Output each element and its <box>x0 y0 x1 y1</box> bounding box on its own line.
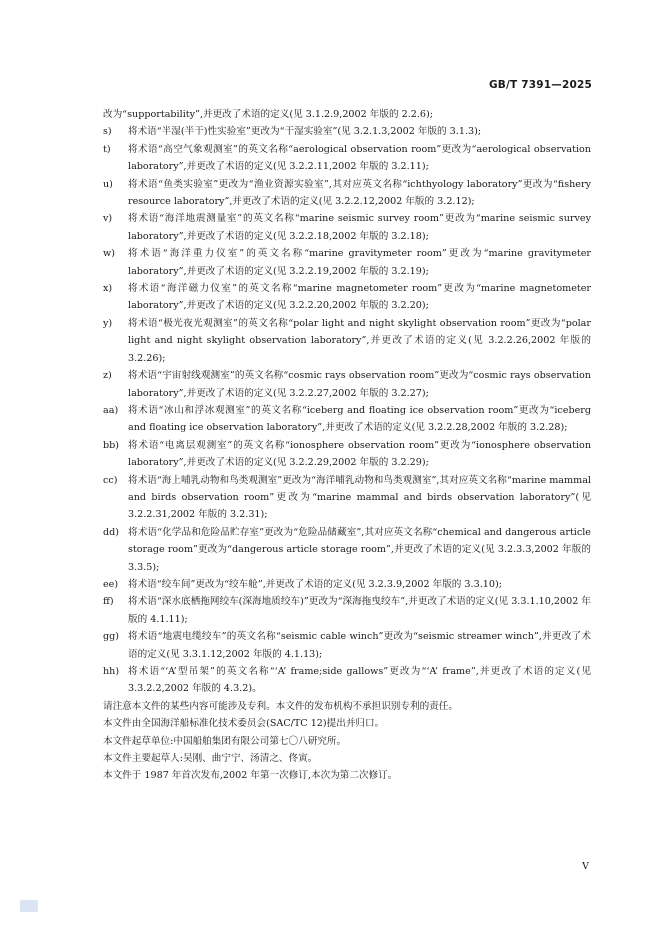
item-text: 将术语“化学品和危险品贮存室”更改为“危险品储藏室”,其对应英文名称“chemical and dangerous article storage room”更改为“dangerous article storage room”,并更改了术语的定义(见 3.2.3.3,2002 年版的 3.3.5); <box>128 526 591 573</box>
standard-code: GB/T 7391—2025 <box>488 79 592 91</box>
list-item <box>103 123 591 140</box>
list-item <box>103 628 591 663</box>
foreword-content <box>103 106 591 785</box>
list-item <box>103 437 591 472</box>
item-text: 将术语“海洋磁力仪室”的英文名称“marine magnetometer room”更改为“marine magnetometer laboratory”,并更改了术语的定义(见 3.2.2.20,2002 年版的 3.2.20); <box>128 283 591 312</box>
item-text: 将术语“鱼类实验室”更改为“渔业资源实验室”,其对应英文名称“ichthyology laboratory”更改为“fishery resource laboratory”,并更改了术语的定义(见 3.2.2.12,2002 年版的 3.2.12); <box>128 178 591 208</box>
item-text: 将术语“绞车间”更改为“绞车舱”,并更改了术语的定义(见 3.2.3.9,2002 年版的 3.3.10); <box>128 578 502 590</box>
list-item <box>103 210 591 245</box>
item-label: x) <box>103 283 113 295</box>
item-text: 将术语“宇宙射线观测室”的英文名称“cosmic rays observation room”更改为“cosmic rays observation laboratory”,并更改了术语的定义(见 3.2.2.27,2002 年版的 3.2.27); <box>128 370 591 399</box>
watermark-logo-icon <box>20 900 38 912</box>
item-label: ff) <box>103 596 114 608</box>
item-text: 将术语“深水底栖拖网绞车(深海地质绞车)”更改为“深海拖曳绞车”,并更改了术语的定义(见 3.3.1.10,2002 年版的 4.1.11); <box>128 596 591 625</box>
item-label: hh) <box>103 666 120 677</box>
item-label: aa) <box>103 404 119 416</box>
item-label: bb) <box>103 439 120 451</box>
list-item <box>103 176 591 211</box>
list-item <box>103 280 591 315</box>
list-item <box>103 524 591 576</box>
patent-notice: 请注意本文件的某些内容可能涉及专利。本文件的发布机构不承担识别专利的责任。 <box>103 700 458 712</box>
item-label: gg) <box>103 631 120 643</box>
item-label: y) <box>103 317 113 329</box>
item-text: 将术语“冰山和浮冰观测室”的英文名称“iceberg and floating ice observation room”更改为“iceberg and floating ice observation laboratory”,并更改了术语的定义(见 3.2.2.28,2002 年版的 3.2.28); <box>128 404 591 434</box>
item-label: u) <box>103 178 113 190</box>
item-label: dd) <box>103 526 120 538</box>
item-text: 将术语“‘A’型吊架”的英文名称“‘A’ frame;side gallows”更改为“‘A’ frame”,并更改了术语的定义(见 3.3.2.2,2002 年版的 4.3.2)。 <box>128 666 591 695</box>
page-number: V <box>582 861 589 872</box>
publication-history: 本文件于 1987 年首次发布,2002 年第一次修订,本次为第二次修订。 <box>103 770 398 782</box>
list-item <box>103 367 591 402</box>
item-label: z) <box>103 370 112 382</box>
item-label: v) <box>103 213 113 225</box>
list-item <box>103 402 591 437</box>
item-text: 将术语“海洋地震测量室”的英文名称“marine seismic survey room”更改为“marine seismic survey laboratory”,并更改了术语的定义(见 3.2.2.18,2002 年版的 3.2.18); <box>128 213 591 242</box>
item-label: t) <box>103 143 111 155</box>
item-text: 将术语“海洋重力仪室”的英文名称“marine gravitymeter room”更改为“marine gravitymeter laboratory”,并更改了术语的定义(见 3.2.2.19,2002 年版的 3.2.19); <box>128 248 591 277</box>
list-item <box>103 141 591 176</box>
list-item <box>103 245 591 280</box>
list-item <box>103 315 591 367</box>
item-text: 将术语“地震电缆绞车”的英文名称“seismic cable winch”更改为“seismic streamer winch”,并更改了术语的定义(见 3.3.1.12,2002 年版的 4.1.13); <box>128 631 591 660</box>
item-text: 将术语“电离层观测室”的英文名称“ionosphere observation room”更改为“ionosphere observation laboratory”,并更改了术语的定义(见 3.2.2.29,2002 年版的 3.2.29); <box>128 439 591 469</box>
item-label: w) <box>103 248 115 260</box>
item-label: s) <box>103 126 112 138</box>
item-label: cc) <box>103 474 118 486</box>
list-item <box>103 576 591 593</box>
item-text: 将术语“高空气象观测室”的英文名称“aerological observation room”更改为“aerological observation laboratory”,并更改了术语的定义(见 3.2.2.11,2002 年版的 3.2.11); <box>128 143 591 173</box>
list-item <box>103 663 591 698</box>
drafting-unit: 本文件起草单位:中国船舶集团有限公司第七〇八研究所。 <box>103 735 347 747</box>
list-item <box>103 593 591 628</box>
continuation-text: 改为“supportability”,并更改了术语的定义(见 3.1.2.9,2002 年版的 2.2.6); <box>103 109 434 120</box>
item-text: 将术语“极光夜光观测室”的英文名称“polar light and night skylight observation room”更改为“polar light and night skylight observation laboratory”,并更改了术语的定义(见 3.2.2.26,2002 年版的 3.2.26); <box>128 317 591 364</box>
item-text: 将术语“海上哺乳动物和鸟类观测室”更改为“海洋哺乳动物和鸟类观测室”,其对应英文名称“marine mammal and birds observation room”更改为“marine mammal and birds observation laboratory”(见 3.2.2.31,2002 年版的 3.2.31); <box>128 474 591 521</box>
list-item <box>103 472 591 524</box>
item-text: 将术语“半湿(半干)性实验室”更改为“干湿实验室”(见 3.2.1.3,2002 年版的 3.1.3); <box>128 126 482 138</box>
drafters: 本文件主要起草人:吴刚、曲宁宁、汤清之、佟寅。 <box>103 753 318 765</box>
proposer-statement: 本文件由全国海洋船标准化技术委员会(SAC/TC 12)提出并归口。 <box>103 718 385 730</box>
item-label: ee) <box>103 578 119 590</box>
